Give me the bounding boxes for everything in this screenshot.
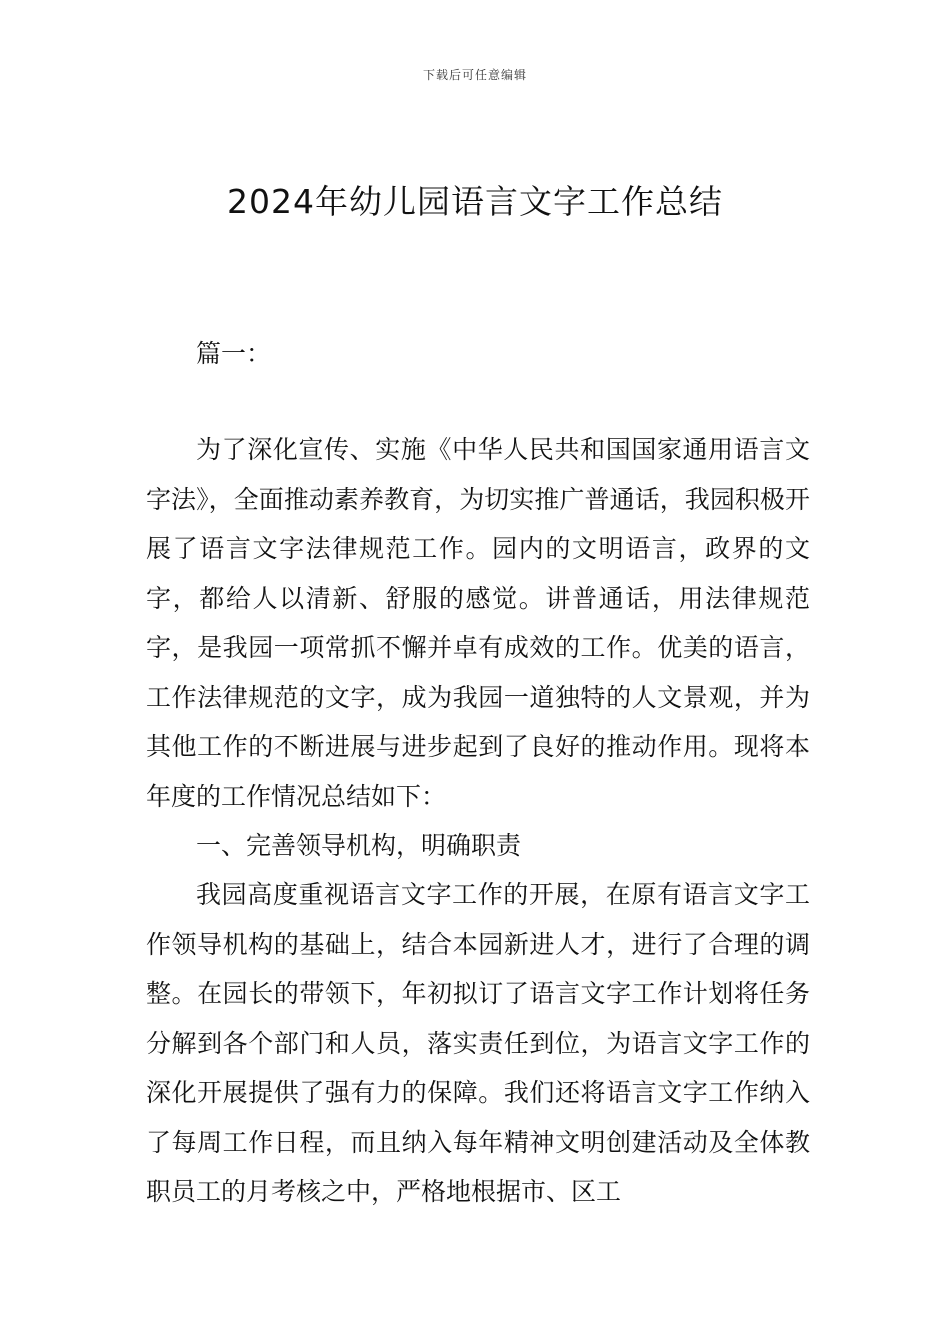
- document-title: 2024年幼儿园语言文字工作总结: [227, 182, 723, 221]
- body-paragraph-2: 我园高度重视语言文字工作的开展，在原有语言文字工作领导机构的基础上，结合本园新进人才，进行了合理的调整。在园长的带领下，年初拟订了语言文字工作计划将任务分解到各个部门和人员，落实责任到位，为语言文字工作的深化开展提供了强有力的保障。我们还将语言文字工作纳入了每周工作日程，而且纳入每年精神文明创建活动及全体教职员工的月考核之中，严格地根据市、区工: [146, 880, 810, 1206]
- intro-paragraph: 为了深化宣传、实施《中华人民共和国国家通用语言文字法》，全面推动素养教育，为切实推广普通话，我园积极开展了语言文字法律规范工作。园内的文明语言，政界的文字，都给人以清新、舒服的感觉。讲普通话，用法律规范字，是我园一项常抓不懈并卓有成效的工作。优美的语言，工作法律规范的文字，成为我园一道独特的人文景观，并为其他工作的不断进展与进步起到了良好的推动作用。现将本年度的工作情况总结如下：: [146, 435, 810, 811]
- section-label: 篇一：: [196, 339, 272, 368]
- page-header-note: 下载后可任意编辑: [422, 68, 527, 82]
- section-heading-1: 一、完善领导机构，明确职责: [196, 831, 522, 860]
